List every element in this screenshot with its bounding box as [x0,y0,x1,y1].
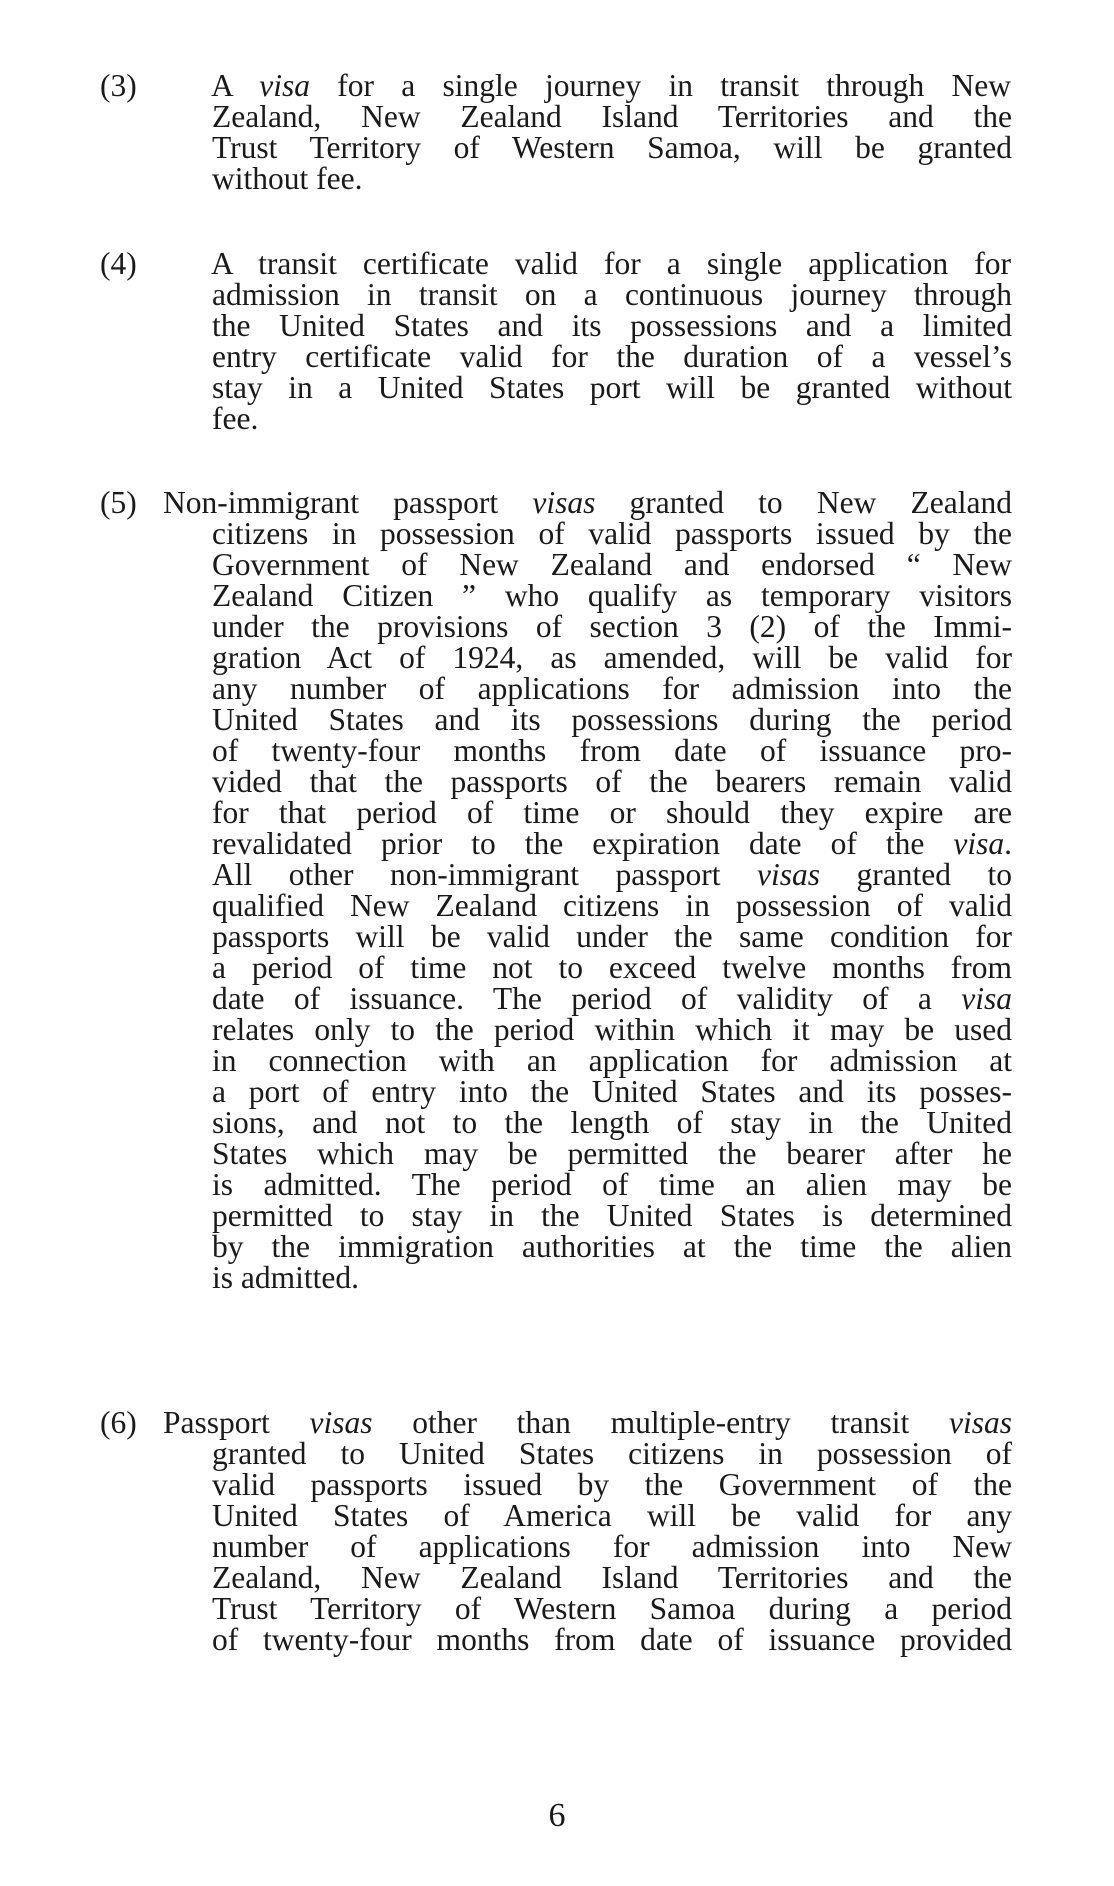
text-line: by the immigration authorities at the time the alien [212,1229,1012,1264]
text-line: Government of New Zealand and endorsed “ New [212,547,1012,582]
text-line: of twenty-four months from date of issuance pro- [212,733,1012,768]
text-line: valid passports issued by the Government of the [212,1467,1012,1502]
text-line: vided that the passports of the bearers remain valid [212,764,1012,799]
text-line: sions, and not to the length of stay in the United [212,1105,1012,1140]
text-line: United States and its possessions during the period [212,702,1012,737]
text-line: a port of entry into the United States and its posses- [212,1074,1012,1109]
clause-number: (6) [100,1405,137,1440]
text-line: A visa for a single journey in transit through New [211,68,1011,103]
text-line: fee. [212,401,259,436]
text-line: granted to United States citizens in possession of [212,1436,1012,1471]
text-line: stay in a United States port will be granted without [212,370,1012,405]
text-line: Non-immigrant passport visas granted to New Zealand [163,485,1012,520]
text-line: Trust Territory of Western Samoa during a period [212,1591,1012,1626]
text-line: Passport visas other than multiple-entry transit visas [163,1405,1012,1440]
clause-number: (5) [100,485,137,520]
text-line: Zealand Citizen ” who qualify as temporary visitors [212,578,1012,613]
text-line: revalidated prior to the expiration date of the visa. [212,826,1012,861]
text-line: passports will be valid under the same condition for [212,919,1012,954]
text-line: Trust Territory of Western Samoa, will be granted [212,130,1012,165]
clause-number: (4) [100,246,137,281]
text-line: gration Act of 1924, as amended, will be valid for [212,640,1012,675]
text-line: entry certificate valid for the duration of a vessel’s [212,339,1012,374]
page-number: 6 [548,1797,566,1834]
text-line: All other non-immigrant passport visas granted to [212,857,1012,892]
text-line: the United States and its possessions and a limited [212,308,1012,343]
text-line: without fee. [212,161,363,196]
text-line: is admitted. [212,1260,359,1295]
text-line: Zealand, New Zealand Island Territories and the [212,99,1012,134]
text-line: is admitted. The period of time an alien may be [212,1167,1012,1202]
text-line: permitted to stay in the United States is determined [212,1198,1012,1233]
text-line: any number of applications for admission into the [212,671,1012,706]
text-line: relates only to the period within which it may be used [212,1012,1012,1047]
text-line: date of issuance. The period of validity of a visa [212,981,1012,1016]
clause-number: (3) [100,68,137,103]
text-line: Zealand, New Zealand Island Territories and the [212,1560,1012,1595]
text-line: for that period of time or should they expire are [212,795,1012,830]
text-line: admission in transit on a continuous journey through [212,277,1012,312]
text-line: of twenty-four months from date of issuance provided [212,1622,1012,1657]
text-line: in connection with an application for admission at [212,1043,1012,1078]
text-line: A transit certificate valid for a single application for [211,246,1011,281]
text-line: States which may be permitted the bearer after he [212,1136,1012,1171]
text-line: qualified New Zealand citizens in possession of valid [212,888,1012,923]
text-line: United States of America will be valid for any [212,1498,1012,1533]
text-line: a period of time not to exceed twelve months from [212,950,1012,985]
text-line: number of applications for admission into New [212,1529,1012,1564]
text-line: citizens in possession of valid passports issued by the [212,516,1012,551]
text-line: under the provisions of section 3 (2) of the Immi- [212,609,1012,644]
